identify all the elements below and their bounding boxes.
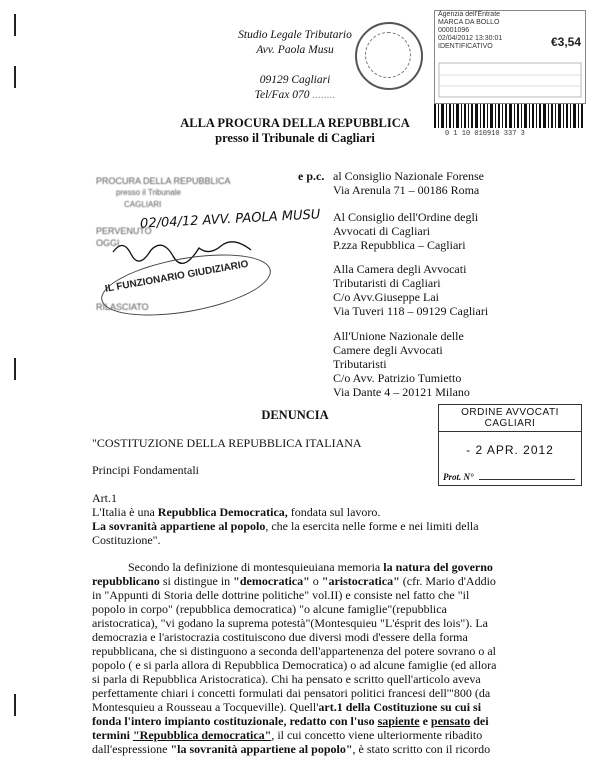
paragraph-line: Montesquieu a Rousseau a Tocqueville). Quell'art.1 della Costituzione su cui si xyxy=(92,700,482,714)
paragraph-line: termini "Repubblica democratica", il cui concetto viene ulteriormente ribadito xyxy=(92,728,483,742)
recipient-line: Via Arenula 71 – 00186 Roma xyxy=(333,183,480,197)
recipient-line: C/o Avv. Patrizio Tumietto xyxy=(333,371,462,385)
received-stamp-line: PERVENUTO xyxy=(96,226,152,236)
received-stamp-line: PROCURA DELLA REPUBBLICA xyxy=(96,176,231,186)
recipient-line: Tributaristi xyxy=(333,357,387,371)
recipient-block xyxy=(333,210,583,252)
article-label: Art.1 xyxy=(92,491,117,505)
paragraph-line: fonda l'intero impianto costituzionale, redatto con l'uso sapiente e pensato dei xyxy=(92,714,489,728)
recipient-line: Avvocati di Cagliari xyxy=(333,224,431,238)
addressee xyxy=(150,116,440,146)
ordine-stamp-prot: Prot. N° xyxy=(443,472,474,482)
recipient-line: Via Dante 4 – 20121 Milano xyxy=(333,385,470,399)
revenue-stamp-line: IDENTIFICATIVO xyxy=(438,43,493,50)
document-heading: DENUNCIA xyxy=(261,408,329,422)
margin-mark xyxy=(14,14,22,36)
received-stamp-line: RILASCIATO xyxy=(96,302,149,312)
letterhead-firm: Studio Legale Tributario xyxy=(238,29,352,41)
margin-mark xyxy=(14,358,22,380)
recipient-line: Tributaristi di Cagliari xyxy=(333,276,441,290)
recipient-line: All'Unione Nazionale delle xyxy=(333,329,464,343)
revenue-stamp-line: Agenzia dell'Entrate xyxy=(438,11,501,18)
paragraph-line: repubblicana, che si distinguono a seconda dell'appartenenza del potere sovrano o al xyxy=(92,644,497,658)
ordine-stamp-date: - 2 APR. 2012 xyxy=(466,443,554,457)
paragraph-line: aristocratica), "vi godano la suprema potestà"(Montesquieu "L'ésprit des lois"). La xyxy=(92,616,488,630)
revenue-stamp-pattern xyxy=(435,61,585,101)
paragraph-line: perfettamente chiari i concetti formulati dai pensatori politici francesi dell'"800 (da xyxy=(92,686,491,700)
revenue-stamp-amount: €3,54 xyxy=(550,35,581,49)
recipient-block xyxy=(333,262,583,318)
margin-mark xyxy=(14,694,22,716)
revenue-stamp-line: 02/04/2012 13:30:01 xyxy=(438,35,503,42)
received-stamp-line: OGGI xyxy=(96,238,120,248)
article-line: La sovranità appartiene al popolo, che la esercita nelle forme e nei limiti della xyxy=(92,519,479,533)
letterhead-lawyer: Avv. Paola Musu xyxy=(256,44,334,56)
recipient-line: C/o Avv.Giuseppe Lai xyxy=(333,290,439,304)
recipient-line: Alla Camera degli Avvocati xyxy=(333,262,467,276)
ordine-stamp-title xyxy=(439,405,581,432)
recipient-line: P.zza Repubblica – Cagliari xyxy=(333,238,466,252)
ordine-stamp-title1: ORDINE AVVOCATI xyxy=(461,407,559,418)
round-seal xyxy=(355,22,423,90)
letterhead-phone: Tel/Fax 070 ........ xyxy=(254,89,336,101)
recipient-block xyxy=(333,169,583,197)
received-stamp-line: CAGLIARI xyxy=(124,200,162,209)
letterhead-city: 09129 Cagliari xyxy=(259,74,331,86)
recipient-line: al Consiglio Nazionale Forense xyxy=(333,169,484,183)
recipient-block xyxy=(333,329,583,399)
paragraph-line: in "Appunti di Storia delle dottrine politiche" vol.II) e consiste nel fatto che "il xyxy=(92,588,470,602)
barcode-number: 0 1 10 010910 337 3 xyxy=(445,130,525,138)
funzionario-stamp: IL FUNZIONARIO GIUDIZIARIO xyxy=(104,258,250,295)
margin-mark xyxy=(14,66,22,88)
article-line: L'Italia è una Repubblica Democratica, fondata sul lavoro. xyxy=(92,505,381,519)
paragraph-line: dall'espressione "la sovranità appartiene al popolo", è stato scritto con il ricordo xyxy=(92,742,491,756)
recipient-line: Via Tuveri 118 – 09129 Cagliari xyxy=(333,304,489,318)
ep-label: e p.c. xyxy=(298,169,325,183)
recipient-line: Camere degli Avvocati xyxy=(333,343,443,357)
paragraph-line: popolo ( e si parla allora di Repubblica Democratica) o ad alcune famiglie (ed allora xyxy=(92,658,497,672)
recipient-line: Al Consiglio dell'Ordine degli xyxy=(333,210,479,224)
article-line: Costituzione". xyxy=(92,533,161,547)
addressee-line2: presso il Tribunale di Cagliari xyxy=(215,131,375,145)
paragraph-line: Secondo la definizione di montesquieuiana memoria la natura del governo xyxy=(128,560,493,574)
paragraph-line: repubblicano si distingue in "democratica" o "aristocratica" (cfr. Mario d'Addio xyxy=(92,574,496,588)
revenue-stamp-line: 00001096 xyxy=(438,27,470,34)
revenue-stamp xyxy=(434,10,586,104)
constitution-title: "COSTITUZIONE DELLA REPUBBLICA ITALIANA xyxy=(92,436,362,450)
addressee-line1: ALLA PROCURA DELLA REPUBBLICA xyxy=(180,116,410,130)
ordine-stamp-title2: CAGLIARI xyxy=(484,418,536,429)
principi-heading: Principi Fondamentali xyxy=(92,463,199,477)
received-stamp-line: presso il Tribunale xyxy=(116,188,181,197)
handwritten-note: 02/04/12 AVV. PAOLA MUSU xyxy=(139,207,321,232)
paragraph-line: popolo in corpo" (repubblica democratica) "o alcune famiglie"(repubblica xyxy=(92,602,447,616)
paragraph-line: si parla di Repubblica Aristocratica). Chi ha pensato e scritto quell'articolo aveva xyxy=(92,672,481,686)
revenue-stamp-line: MARCA DA BOLLO xyxy=(438,19,500,26)
paragraph-line: democrazia e l'aristocrazia costituiscono due diversi modi d'essere della forma xyxy=(92,630,468,644)
prot-line xyxy=(479,479,575,480)
